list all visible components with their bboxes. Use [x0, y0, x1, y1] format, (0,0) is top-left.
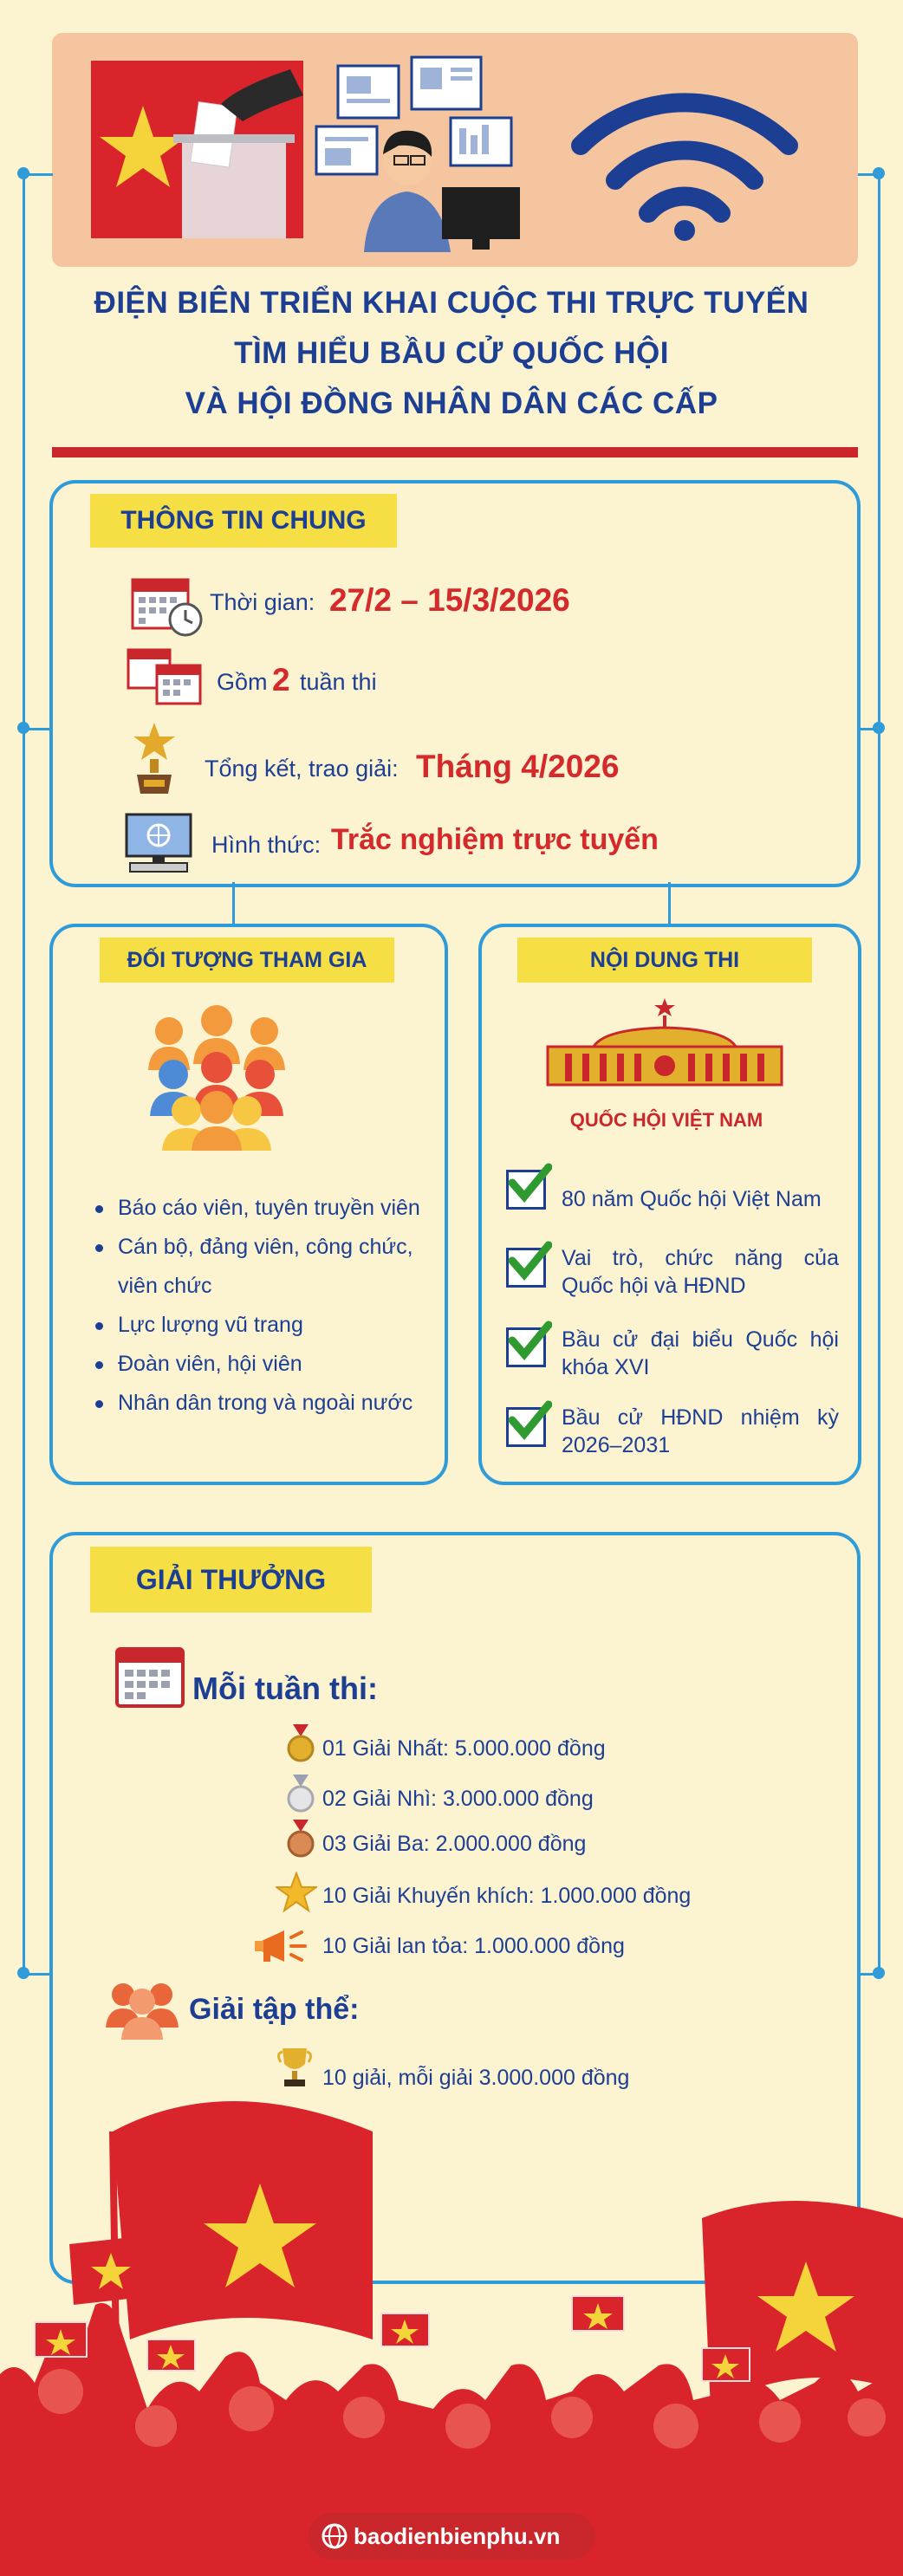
connector-line — [668, 882, 671, 925]
calendars-icon — [126, 646, 204, 707]
format-value: Trắc nghiệm trực tuyến — [331, 823, 659, 856]
title-divider — [52, 447, 858, 457]
prize-item: 02 Giải Nhì: 3.000.000 đồng — [322, 1787, 594, 1811]
connector-line — [858, 173, 880, 176]
check-icon — [506, 1407, 546, 1447]
right-border-line — [878, 173, 880, 1976]
content-item-4-line-2: 2026–2031 — [562, 1433, 671, 1457]
group-prize-text: 10 giải, mỗi giải 3.000.000 đồng — [322, 2066, 630, 2090]
title-line-2: TÌM HIỂU BẦU CỬ QUỐC HỘI — [234, 336, 669, 370]
globe-icon — [321, 2522, 348, 2550]
computer-monitor-icon — [123, 813, 194, 873]
calendar-clock-icon — [130, 574, 205, 637]
weekly-label: Mỗi tuần thi: — [192, 1671, 378, 1706]
connector-line — [23, 173, 53, 176]
prize-item: 10 Giải Khuyến khích: 1.000.000 đồng — [322, 1884, 692, 1908]
connector-line — [232, 882, 235, 925]
title-line-3: VÀ HỘI ĐỒNG NHÂN DÂN CÁC CẤP — [185, 386, 718, 420]
megaphone-icon — [250, 1925, 310, 1967]
wifi-icon — [563, 68, 806, 241]
ballot-flag-illustration — [91, 61, 303, 238]
left-border-line — [23, 173, 25, 1976]
content-item-4-line-1: Bầu cử HĐND nhiệm kỳ — [562, 1405, 839, 1430]
people-group-icon — [143, 996, 290, 1152]
list-item: Nhân dân trong và ngoài nước — [92, 1384, 439, 1423]
group-people-icon — [102, 1972, 182, 2041]
content-heading: NỘI DUNG THI — [517, 938, 812, 983]
bronze-medal-icon — [286, 1820, 315, 1859]
rounds-prefix: Gồm — [217, 669, 268, 695]
national-assembly-logo — [539, 995, 790, 1090]
crowd-flags-illustration — [0, 2080, 903, 2576]
format-label: Hình thức: — [211, 832, 322, 858]
star-icon — [276, 1872, 317, 1913]
footer-pill — [309, 2513, 594, 2560]
participants-heading: ĐỐI TƯỢNG THAM GIA — [100, 938, 394, 983]
rounds-number: 2 — [272, 662, 290, 698]
prize-item: 10 Giải lan tỏa: 1.000.000 đồng — [322, 1934, 625, 1958]
content-item-3-line-2: khóa XVI — [562, 1355, 650, 1379]
check-icon — [506, 1170, 546, 1210]
title-line-1: ĐIỆN BIÊN TRIỂN KHAI CUỘC THI TRỰC TUYẾN — [94, 286, 809, 320]
time-value: 27/2 – 15/3/2026 — [329, 582, 570, 618]
rounds-suffix: tuần thi — [300, 669, 377, 695]
hero-banner — [52, 33, 858, 267]
prize-item: 03 Giải Ba: 2.000.000 đồng — [322, 1832, 587, 1856]
content-item-3-line-1: Bầu cử đại biểu Quốc hội — [562, 1327, 839, 1352]
participants-list — [92, 1189, 439, 1423]
list-item: Đoàn viên, hội viên — [92, 1345, 439, 1384]
content-item-2-line-2: Quốc hội và HĐND — [562, 1274, 746, 1298]
check-icon — [506, 1248, 546, 1288]
computer-user-illustration — [312, 49, 529, 256]
logo-caption: QUỐC HỘI VIỆT NAM — [569, 1109, 763, 1131]
connector-line — [23, 728, 53, 730]
list-item: Lực lượng vũ trang — [92, 1306, 439, 1345]
gold-medal-icon — [286, 1724, 315, 1764]
trophy-icon — [128, 719, 180, 795]
group-prize-label: Giải tập thể: — [189, 1993, 360, 2026]
content-item-2-line-1: Vai trò, chức năng của — [562, 1246, 839, 1270]
award-value: Tháng 4/2026 — [416, 749, 620, 784]
general-info-heading: THÔNG TIN CHUNG — [90, 494, 397, 548]
check-icon — [506, 1327, 546, 1367]
award-label: Tổng kết, trao giải: — [205, 756, 399, 782]
prize-item: 01 Giải Nhất: 5.000.000 đồng — [322, 1736, 606, 1761]
footer-site-link[interactable]: baodienbienphu.vn — [354, 2523, 561, 2549]
list-item: Báo cáo viên, tuyên truyền viên — [92, 1189, 439, 1228]
content-item-1: 80 năm Quốc hội Việt Nam — [562, 1187, 822, 1211]
prizes-heading: GIẢI THƯỞNG — [90, 1547, 372, 1612]
calendar-icon — [114, 1642, 185, 1710]
silver-medal-icon — [286, 1775, 315, 1814]
list-item: viên chức — [118, 1274, 212, 1298]
connector-line — [23, 1973, 53, 1976]
list-item: Cán bộ, đảng viên, công chức, — [92, 1228, 439, 1267]
time-label: Thời gian: — [210, 589, 315, 615]
